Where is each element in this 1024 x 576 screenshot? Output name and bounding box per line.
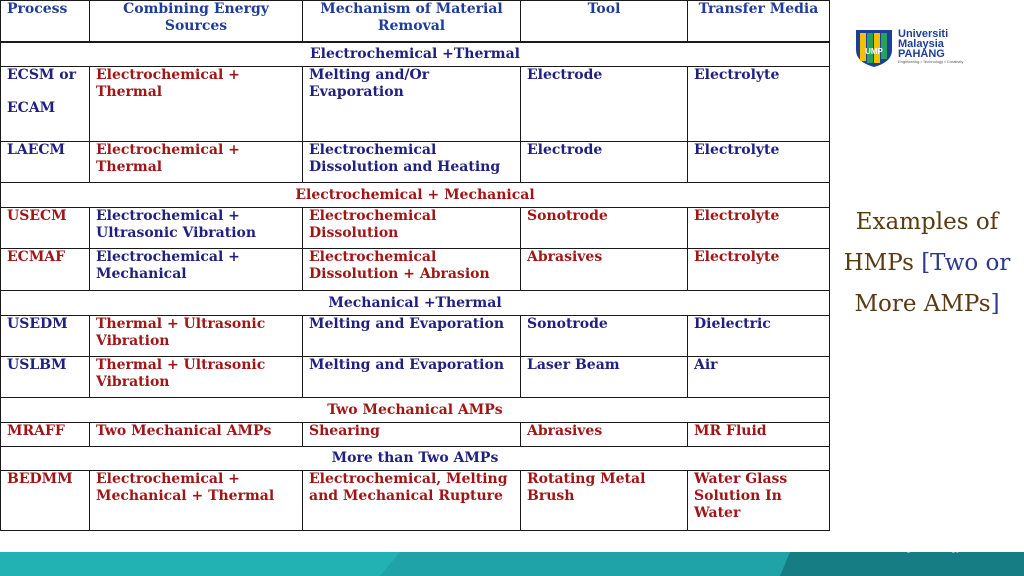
section-row [1,447,830,471]
cell-process: ECMAF [1,249,90,291]
slide-title [832,202,1022,325]
cell-transfer: Dielectric [688,316,830,357]
title-line-3 [832,284,1022,325]
section-electrochemical-mechanical: Electrochemical + Mechanical [1,183,830,208]
header-row [1,1,830,42]
title-line-3a: More AMPs [854,291,991,317]
title-line-2 [832,243,1022,284]
process-label-alt: ECAM [7,100,56,116]
process-label: ECSM or [7,67,77,83]
cell-mechanism: Melting and/Or Evaporation [303,67,521,142]
cell-combining: Two Mechanical AMPs [90,423,303,447]
cell-tool: Rotating Metal Brush [521,471,688,531]
cell-mechanism: Melting and Evaporation [303,316,521,357]
cell-combining: Electrochemical + Mechanical + Thermal [90,471,303,531]
cell-process: USEDM [1,316,90,357]
cell-transfer: Electrolyte [688,67,830,142]
section-row [1,42,830,67]
logo-wordmark [898,29,963,65]
title-line-2a: HMPs [843,250,922,276]
logo-tagline: Engineering • Technology • Creativity [898,59,964,64]
cell-mechanism: Electrochemical Dissolution + Abrasion [303,249,521,291]
header-process: Process [1,1,90,42]
cell-tool: Abrasives [521,249,688,291]
cell-mechanism: Shearing [303,423,521,447]
cell-transfer: Electrolyte [688,249,830,291]
header-transfer: Transfer Media [688,1,830,42]
cell-process: MRAFF [1,423,90,447]
ump-shield-icon [854,28,894,68]
section-row [1,398,830,423]
cell-combining: Electrochemical + Ultrasonic Vibration [90,208,303,249]
section-mechanical-thermal: Mechanical +Thermal [1,291,830,316]
table-row [1,357,830,398]
cell-mechanism: Electrochemical Dissolution [303,208,521,249]
section-more-than-two: More than Two AMPs [1,447,830,471]
cell-process: LAECM [1,142,90,183]
cell-transfer: Electrolyte [688,142,830,183]
table-row [1,316,830,357]
cell-tool: Electrode [521,142,688,183]
cell-combining: Thermal + Ultrasonic Vibration [90,316,303,357]
section-two-mechanical: Two Mechanical AMPs [1,398,830,423]
cell-tool: Abrasives [521,423,688,447]
cell-tool: Electrode [521,67,688,142]
cell-mechanism: Electrochemical Dissolution and Heating [303,142,521,183]
title-line-1: Examples of [855,209,999,235]
cell-mechanism: Melting and Evaporation [303,357,521,398]
header-tool: Tool [521,1,688,42]
table-row [1,67,830,142]
cell-process: USLBM [1,357,90,398]
university-logo [854,28,968,68]
cell-combining: Electrochemical + Mechanical [90,249,303,291]
cell-transfer: MR Fluid [688,423,830,447]
cell-transfer: Electrolyte [688,208,830,249]
table-row [1,423,830,447]
logo-line2: Malaysia [898,38,944,50]
cell-transfer: Air [688,357,830,398]
cell-combining: Thermal + Ultrasonic Vibration [90,357,303,398]
cell-process [1,67,90,142]
cell-tool: Laser Beam [521,357,688,398]
cell-combining: Electrochemical + Thermal [90,142,303,183]
table-row [1,249,830,291]
table-row [1,142,830,183]
header-combining: Combining Energy Sources [90,1,303,42]
table-row [1,471,830,531]
cell-process: BEDMM [1,471,90,531]
cell-tool: Sonotrode [521,208,688,249]
section-electrochemical-thermal: Electrochemical +Thermal [1,42,830,67]
cell-tool: Sonotrode [521,316,688,357]
logo-mark: UMP [865,47,883,56]
logo-line3: PAHANG [898,48,945,60]
section-row [1,183,830,208]
title-line-3b: ] [990,291,1000,317]
title-line-2b: [Two or [921,250,1011,276]
cell-mechanism: Electrochemical, Melting and Mechanical Rupture [303,471,521,531]
footer-tagline: Communitising Technology [850,543,962,553]
logo-line1: Universiti [898,28,949,40]
cell-process: USECM [1,208,90,249]
cell-combining: Electrochemical + Thermal [90,67,303,142]
table-row [1,208,830,249]
header-mechanism: Mechanism of Material Removal [303,1,521,42]
cell-transfer: Water Glass Solution In Water [688,471,830,531]
section-row [1,291,830,316]
